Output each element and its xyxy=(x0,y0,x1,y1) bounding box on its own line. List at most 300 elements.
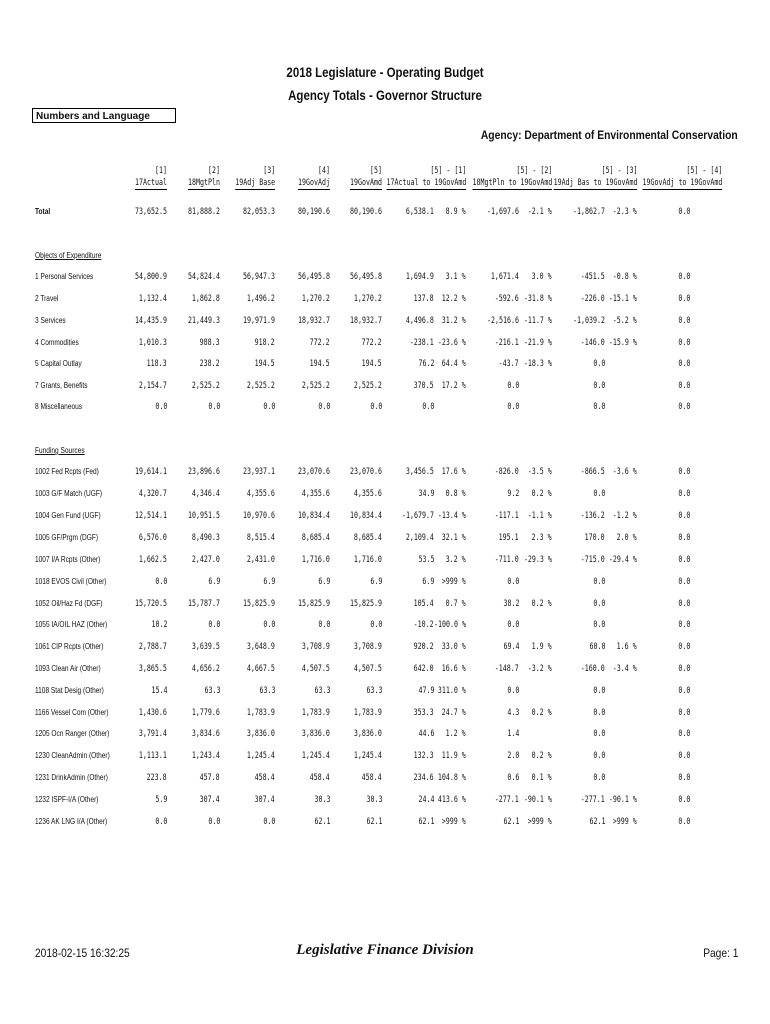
table-cell: 6.9 xyxy=(318,577,330,587)
table-cell: -226.0 xyxy=(581,294,605,304)
table-cell: 23,896.6 xyxy=(188,467,220,477)
table-cell: -15.1 % xyxy=(609,294,637,304)
row-label: 1236 AK LNG I/A (Other) xyxy=(35,817,108,826)
table-cell: 0.0 xyxy=(678,642,690,652)
column-header xyxy=(553,165,637,190)
table-cell: 1,430.6 xyxy=(139,708,167,718)
table-cell: 0.0 xyxy=(678,338,690,348)
table-cell: 3,648.9 xyxy=(247,642,275,652)
row-label: 8 Miscellaneous xyxy=(35,402,83,411)
table-cell: 0.0 xyxy=(678,751,690,761)
table-cell: >999 % xyxy=(442,577,466,587)
table-cell: 1.4 xyxy=(507,729,519,739)
table-cell: -43.7 xyxy=(499,359,519,369)
report-subtitle: Agency Totals - Governor Structure xyxy=(288,87,482,103)
table-cell: 56,495.8 xyxy=(298,272,330,282)
row-label: 1230 CleanAdmin (Other) xyxy=(35,751,110,760)
table-row xyxy=(0,662,770,676)
table-cell: 4,507.5 xyxy=(302,664,330,674)
table-cell: 1,716.0 xyxy=(354,555,382,565)
table-cell: 1.6 % xyxy=(617,642,637,652)
table-cell: -3.6 % xyxy=(613,467,637,477)
table-cell: 0.0 xyxy=(678,402,690,412)
table-cell: 2,525.2 xyxy=(192,381,220,391)
report-title: 2018 Legislature - Operating Budget xyxy=(286,64,484,80)
table-cell: 0.6 xyxy=(507,773,519,783)
row-label: Total xyxy=(35,207,51,216)
footer-timestamp: 2018-02-15 16:32:25 xyxy=(35,946,130,960)
table-cell: 0.0 xyxy=(593,686,605,696)
table-cell: 1,671.4 xyxy=(491,272,519,282)
table-cell: -5.2 % xyxy=(613,316,637,326)
table-row xyxy=(0,771,770,785)
table-cell: 1,783.9 xyxy=(302,708,330,718)
table-row xyxy=(0,815,770,829)
table-cell: 15,825.9 xyxy=(350,599,382,609)
table-cell: 0.0 xyxy=(208,620,220,630)
table-cell: 62.1 xyxy=(503,817,519,827)
table-cell: 3,836.0 xyxy=(354,729,382,739)
table-row xyxy=(0,727,770,741)
table-cell: 0.0 xyxy=(678,664,690,674)
table-cell: 0.0 xyxy=(678,577,690,587)
table-cell: -866.5 xyxy=(581,467,605,477)
table-cell: 370.5 xyxy=(414,381,434,391)
section-label-box: Numbers and Language xyxy=(32,108,176,123)
table-row xyxy=(0,292,770,306)
table-cell: 12.2 % xyxy=(442,294,466,304)
row-label: 1 Personal Services xyxy=(35,272,94,281)
table-cell: 238.2 xyxy=(200,359,220,369)
table-cell: 458.4 xyxy=(310,773,330,783)
table-cell: >999 % xyxy=(613,817,637,827)
table-cell: 62.1 xyxy=(366,817,382,827)
table-cell: 76.2 xyxy=(418,359,434,369)
table-row xyxy=(0,270,770,284)
table-row xyxy=(0,684,770,698)
table-cell: 56,495.8 xyxy=(350,272,382,282)
table-cell: 458.4 xyxy=(255,773,275,783)
table-cell: 0.8 % xyxy=(446,489,466,499)
table-cell: 1,113.1 xyxy=(139,751,167,761)
table-row xyxy=(0,793,770,807)
table-cell: 54,800.9 xyxy=(135,272,167,282)
table-cell: 63.3 xyxy=(259,686,275,696)
table-cell: 0.0 xyxy=(593,773,605,783)
table-cell: 0.0 xyxy=(370,402,382,412)
table-cell: 17.2 % xyxy=(442,381,466,391)
table-cell: 18,932.7 xyxy=(350,316,382,326)
table-cell: 80,190.6 xyxy=(350,207,382,217)
row-label: 7 Grants, Benefits xyxy=(35,381,88,390)
table-cell: -826.0 xyxy=(495,467,519,477)
table-cell: 0.2 % xyxy=(532,708,552,718)
table-cell: -711.0 xyxy=(495,555,519,565)
table-cell: 56,947.3 xyxy=(243,272,275,282)
column-number: [5] - [3] xyxy=(601,166,637,176)
table-cell: 23,070.6 xyxy=(298,467,330,477)
table-cell: 0.0 xyxy=(593,599,605,609)
table-cell: 0.0 xyxy=(678,708,690,718)
table-cell: -3.2 % xyxy=(528,664,552,674)
table-cell: 0.0 xyxy=(593,381,605,391)
column-number: [2] xyxy=(208,166,220,176)
table-cell: 30.3 xyxy=(314,795,330,805)
row-label: 5 Capital Outlay xyxy=(35,359,82,368)
table-cell: 6.9 xyxy=(370,577,382,587)
table-cell: 17.6 % xyxy=(442,467,466,477)
table-cell: 23,070.6 xyxy=(350,467,382,477)
table-cell: 137.8 xyxy=(414,294,434,304)
table-cell: 6,576.0 xyxy=(139,533,167,543)
table-cell: 4,355.6 xyxy=(302,489,330,499)
table-cell: 1,245.4 xyxy=(247,751,275,761)
table-cell: -277.1 xyxy=(581,795,605,805)
column-name: 19Adj Bas to 19GovAmd xyxy=(553,178,637,188)
column-header xyxy=(386,165,466,190)
row-label: Funding Sources xyxy=(35,446,85,455)
table-cell: 0.0 xyxy=(593,359,605,369)
table-cell: 34.9 xyxy=(418,489,434,499)
section-header-row xyxy=(0,444,770,458)
table-cell: 44.6 xyxy=(418,729,434,739)
table-cell: -29.3 % xyxy=(524,555,552,565)
table-cell: -277.1 xyxy=(495,795,519,805)
table-cell: 1,245.4 xyxy=(354,751,382,761)
table-cell: -592.6 xyxy=(495,294,519,304)
table-cell: 60.0 xyxy=(589,642,605,652)
table-row xyxy=(0,400,770,414)
table-cell: 69.4 xyxy=(503,642,519,652)
table-cell: 15,720.5 xyxy=(135,599,167,609)
table-cell: 3,865.5 xyxy=(139,664,167,674)
table-cell: 0.0 xyxy=(507,402,519,412)
table-cell: 0.0 xyxy=(678,381,690,391)
table-cell: 32.1 % xyxy=(442,533,466,543)
table-row xyxy=(0,597,770,611)
table-cell: -11.7 % xyxy=(524,316,552,326)
table-cell: 0.0 xyxy=(318,402,330,412)
table-row xyxy=(0,487,770,501)
table-cell: 2,427.0 xyxy=(192,555,220,565)
table-cell: -18.3 % xyxy=(524,359,552,369)
table-cell: 2,788.7 xyxy=(139,642,167,652)
table-cell: 1,243.4 xyxy=(192,751,220,761)
row-label: 1002 Fed Rcpts (Fed) xyxy=(35,467,99,476)
table-cell: 0.0 xyxy=(678,207,690,217)
table-cell: 6.9 xyxy=(263,577,275,587)
footer-division: Legislative Finance Division xyxy=(296,942,474,958)
table-cell: 1,783.9 xyxy=(247,708,275,718)
column-name: 19GovAmd xyxy=(350,178,382,188)
table-cell: 19,971.9 xyxy=(243,316,275,326)
table-cell: 3,791.4 xyxy=(139,729,167,739)
row-label: 1108 Stat Desig (Other) xyxy=(35,686,104,695)
table-cell: 6.9 xyxy=(422,577,434,587)
table-cell: -0.8 % xyxy=(613,272,637,282)
table-cell: 0.0 xyxy=(678,316,690,326)
table-cell: 105.4 xyxy=(414,599,434,609)
table-cell: 12,514.1 xyxy=(135,511,167,521)
table-cell: 6,538.1 xyxy=(406,207,434,217)
column-number: [5] - [4] xyxy=(686,166,722,176)
table-cell: 8,515.4 xyxy=(247,533,275,543)
table-cell: 0.0 xyxy=(593,489,605,499)
table-cell: 104.8 % xyxy=(438,773,466,783)
table-cell: 0.0 xyxy=(263,620,275,630)
table-row xyxy=(0,314,770,328)
table-cell: 0.2 % xyxy=(532,751,552,761)
table-cell: 33.0 % xyxy=(442,642,466,652)
table-cell: -1,862.7 xyxy=(573,207,605,217)
table-cell: 0.0 xyxy=(678,795,690,805)
table-cell: -90.1 % xyxy=(609,795,637,805)
table-cell: 234.6 xyxy=(414,773,434,783)
table-cell: 1,694.9 xyxy=(406,272,434,282)
table-row xyxy=(0,575,770,589)
table-cell: 3,836.0 xyxy=(302,729,330,739)
table-cell: 3,639.5 xyxy=(192,642,220,652)
table-cell: 194.5 xyxy=(255,359,275,369)
row-label: 1007 I/A Rcpts (Other) xyxy=(35,555,101,564)
table-cell: -29.4 % xyxy=(609,555,637,565)
row-label: Objects of Expenditure xyxy=(35,251,102,260)
table-cell: 3,708.9 xyxy=(354,642,382,652)
table-cell: 0.0 xyxy=(593,402,605,412)
table-cell: 1,662.5 xyxy=(139,555,167,565)
table-cell: 81,888.2 xyxy=(188,207,220,217)
row-label: 1005 GF/Prgm (DGF) xyxy=(35,533,99,542)
agency-name: Agency: Department of Environmental Conservation xyxy=(481,128,738,142)
table-cell: 772.2 xyxy=(310,338,330,348)
row-label: 1166 Vessel Com (Other) xyxy=(35,708,109,717)
table-cell: -117.1 xyxy=(495,511,519,521)
table-cell: 1,270.2 xyxy=(302,294,330,304)
table-cell: 54,824.4 xyxy=(188,272,220,282)
table-cell: 3,836.0 xyxy=(247,729,275,739)
table-cell: -90.1 % xyxy=(524,795,552,805)
table-cell: 0.0 xyxy=(318,620,330,630)
table-row xyxy=(0,357,770,371)
table-cell: 62.1 xyxy=(418,817,434,827)
table-cell: 0.2 % xyxy=(532,599,552,609)
table-cell: 1,783.9 xyxy=(354,708,382,718)
table-cell: 918.2 xyxy=(255,338,275,348)
table-cell: 0.0 xyxy=(678,555,690,565)
table-cell: 311.0 % xyxy=(438,686,466,696)
table-cell: -3.5 % xyxy=(528,467,552,477)
table-cell: -2.3 % xyxy=(613,207,637,217)
table-cell: 23,937.1 xyxy=(243,467,275,477)
table-cell: -715.0 xyxy=(581,555,605,565)
table-cell: 0.0 xyxy=(678,294,690,304)
row-label: 1061 CIP Rcpts (Other) xyxy=(35,642,104,651)
table-cell: 0.0 xyxy=(507,686,519,696)
table-cell: 0.2 % xyxy=(532,489,552,499)
table-cell: 0.0 xyxy=(678,359,690,369)
table-cell: 2,109.4 xyxy=(406,533,434,543)
column-header xyxy=(642,165,722,190)
column-number: [4] xyxy=(318,166,330,176)
table-cell: 2.0 xyxy=(507,751,519,761)
table-cell: 15,825.9 xyxy=(298,599,330,609)
table-cell: 1,716.0 xyxy=(302,555,330,565)
table-cell: 0.0 xyxy=(678,533,690,543)
table-cell: 15,825.9 xyxy=(243,599,275,609)
table-row xyxy=(0,465,770,479)
table-cell: 10,834.4 xyxy=(350,511,382,521)
table-cell: 0.0 xyxy=(593,620,605,630)
column-name: 19Adj Base xyxy=(235,178,275,188)
column-header xyxy=(235,165,275,190)
table-cell: 80,190.6 xyxy=(298,207,330,217)
table-cell: 21,449.3 xyxy=(188,316,220,326)
table-cell: >999 % xyxy=(528,817,552,827)
table-cell: 8,685.4 xyxy=(302,533,330,543)
table-cell: 0.7 % xyxy=(446,599,466,609)
table-cell: 1,862.8 xyxy=(192,294,220,304)
table-cell: 413.6 % xyxy=(438,795,466,805)
table-cell: 82,053.3 xyxy=(243,207,275,217)
table-cell: 10,951.5 xyxy=(188,511,220,521)
table-row xyxy=(0,509,770,523)
table-cell: 195.1 xyxy=(499,533,519,543)
table-cell: 4,355.6 xyxy=(247,489,275,499)
table-cell: 307.4 xyxy=(255,795,275,805)
table-cell: -21.9 % xyxy=(524,338,552,348)
table-cell: 24.4 xyxy=(418,795,434,805)
column-number: [5] - [2] xyxy=(516,166,552,176)
table-cell: 16.6 % xyxy=(442,664,466,674)
table-cell: 0.0 xyxy=(507,577,519,587)
table-cell: 0.0 xyxy=(593,577,605,587)
table-cell: -23.6 % xyxy=(438,338,466,348)
table-row xyxy=(0,749,770,763)
table-cell: -216.1 xyxy=(495,338,519,348)
table-cell: -31.8 % xyxy=(524,294,552,304)
table-cell: 2,431.0 xyxy=(247,555,275,565)
table-cell: 30.3 xyxy=(366,795,382,805)
table-cell: -2.1 % xyxy=(528,207,552,217)
table-cell: 1,010.3 xyxy=(139,338,167,348)
table-cell: 2.3 % xyxy=(532,533,552,543)
table-cell: 63.3 xyxy=(204,686,220,696)
table-cell: 3.2 % xyxy=(446,555,466,565)
table-cell: 642.0 xyxy=(414,664,434,674)
table-cell: 0.0 xyxy=(155,402,167,412)
table-cell: 0.0 xyxy=(593,729,605,739)
table-cell: 10,970.6 xyxy=(243,511,275,521)
table-row xyxy=(0,379,770,393)
table-cell: 132.3 xyxy=(414,751,434,761)
table-cell: 4,346.4 xyxy=(192,489,220,499)
section-header-row xyxy=(0,249,770,263)
table-cell: 0.0 xyxy=(208,402,220,412)
table-cell: 0.0 xyxy=(678,599,690,609)
table-cell: -160.0 xyxy=(581,664,605,674)
table-cell: 63.3 xyxy=(314,686,330,696)
table-cell: 62.1 xyxy=(589,817,605,827)
table-cell: 772.2 xyxy=(362,338,382,348)
table-row xyxy=(0,706,770,720)
table-cell: 3,708.9 xyxy=(302,642,330,652)
column-number: [3] xyxy=(263,166,275,176)
table-cell: 2,154.7 xyxy=(139,381,167,391)
table-cell: 10.2 xyxy=(151,620,167,630)
table-cell: 0.0 xyxy=(507,620,519,630)
table-cell: 10,834.4 xyxy=(298,511,330,521)
table-cell: 0.0 xyxy=(678,620,690,630)
row-label: 4 Commodities xyxy=(35,338,79,347)
table-cell: 11.9 % xyxy=(442,751,466,761)
table-cell: 0.0 xyxy=(678,773,690,783)
row-label: 2 Travel xyxy=(35,294,59,303)
table-cell: 0.0 xyxy=(678,511,690,521)
table-row xyxy=(0,640,770,654)
table-cell: -2,516.6 xyxy=(487,316,519,326)
table-cell: 0.0 xyxy=(593,751,605,761)
column-name: 17Actual to 19GovAmd xyxy=(386,178,466,188)
table-cell: 0.0 xyxy=(370,620,382,630)
table-cell: 0.0 xyxy=(263,817,275,827)
column-name: 18MgtPln to 19GovAmd xyxy=(472,178,552,188)
table-cell: 15.4 xyxy=(151,686,167,696)
table-cell: 170.0 xyxy=(585,533,605,543)
table-cell: 1,496.2 xyxy=(247,294,275,304)
table-cell: 1.9 % xyxy=(532,642,552,652)
table-cell: 9.2 xyxy=(507,489,519,499)
table-cell: 62.1 xyxy=(314,817,330,827)
table-cell: 0.0 xyxy=(678,489,690,499)
table-cell: 53.5 xyxy=(418,555,434,565)
table-cell: -1,039.2 xyxy=(573,316,605,326)
table-cell: 31.2 % xyxy=(442,316,466,326)
table-cell: 0.1 % xyxy=(532,773,552,783)
table-cell: -1,679.7 xyxy=(402,511,434,521)
table-cell: 194.5 xyxy=(362,359,382,369)
table-cell: 2.0 % xyxy=(617,533,637,543)
table-cell: 307.4 xyxy=(200,795,220,805)
table-cell: 6.9 xyxy=(208,577,220,587)
table-cell: 3,456.5 xyxy=(406,467,434,477)
table-cell: 988.3 xyxy=(200,338,220,348)
row-label: 1231 DrinkAdmin (Other) xyxy=(35,773,108,782)
table-cell: -3.4 % xyxy=(613,664,637,674)
table-cell: >999 % xyxy=(442,817,466,827)
table-cell: 194.5 xyxy=(310,359,330,369)
table-row xyxy=(0,618,770,632)
table-cell: 47.9 xyxy=(418,686,434,696)
column-name: 19GovAdj to 19GovAmd xyxy=(642,178,722,188)
table-cell: 15,787.7 xyxy=(188,599,220,609)
row-label: 3 Services xyxy=(35,316,66,325)
table-cell: 1.2 % xyxy=(446,729,466,739)
table-cell: 353.3 xyxy=(414,708,434,718)
table-cell: 14,435.9 xyxy=(135,316,167,326)
table-cell: 64.4 % xyxy=(442,359,466,369)
table-cell: 19,614.1 xyxy=(135,467,167,477)
footer-page-number: Page: 1 xyxy=(702,946,738,960)
table-cell: -10.2 xyxy=(414,620,434,630)
column-number: [5] xyxy=(370,166,382,176)
table-cell: -146.0 xyxy=(581,338,605,348)
table-cell: 0.0 xyxy=(155,817,167,827)
table-row xyxy=(0,205,770,219)
table-cell: 2,525.2 xyxy=(302,381,330,391)
table-cell: 4,496.8 xyxy=(406,316,434,326)
table-cell: 0.0 xyxy=(422,402,434,412)
table-cell: 0.0 xyxy=(263,402,275,412)
